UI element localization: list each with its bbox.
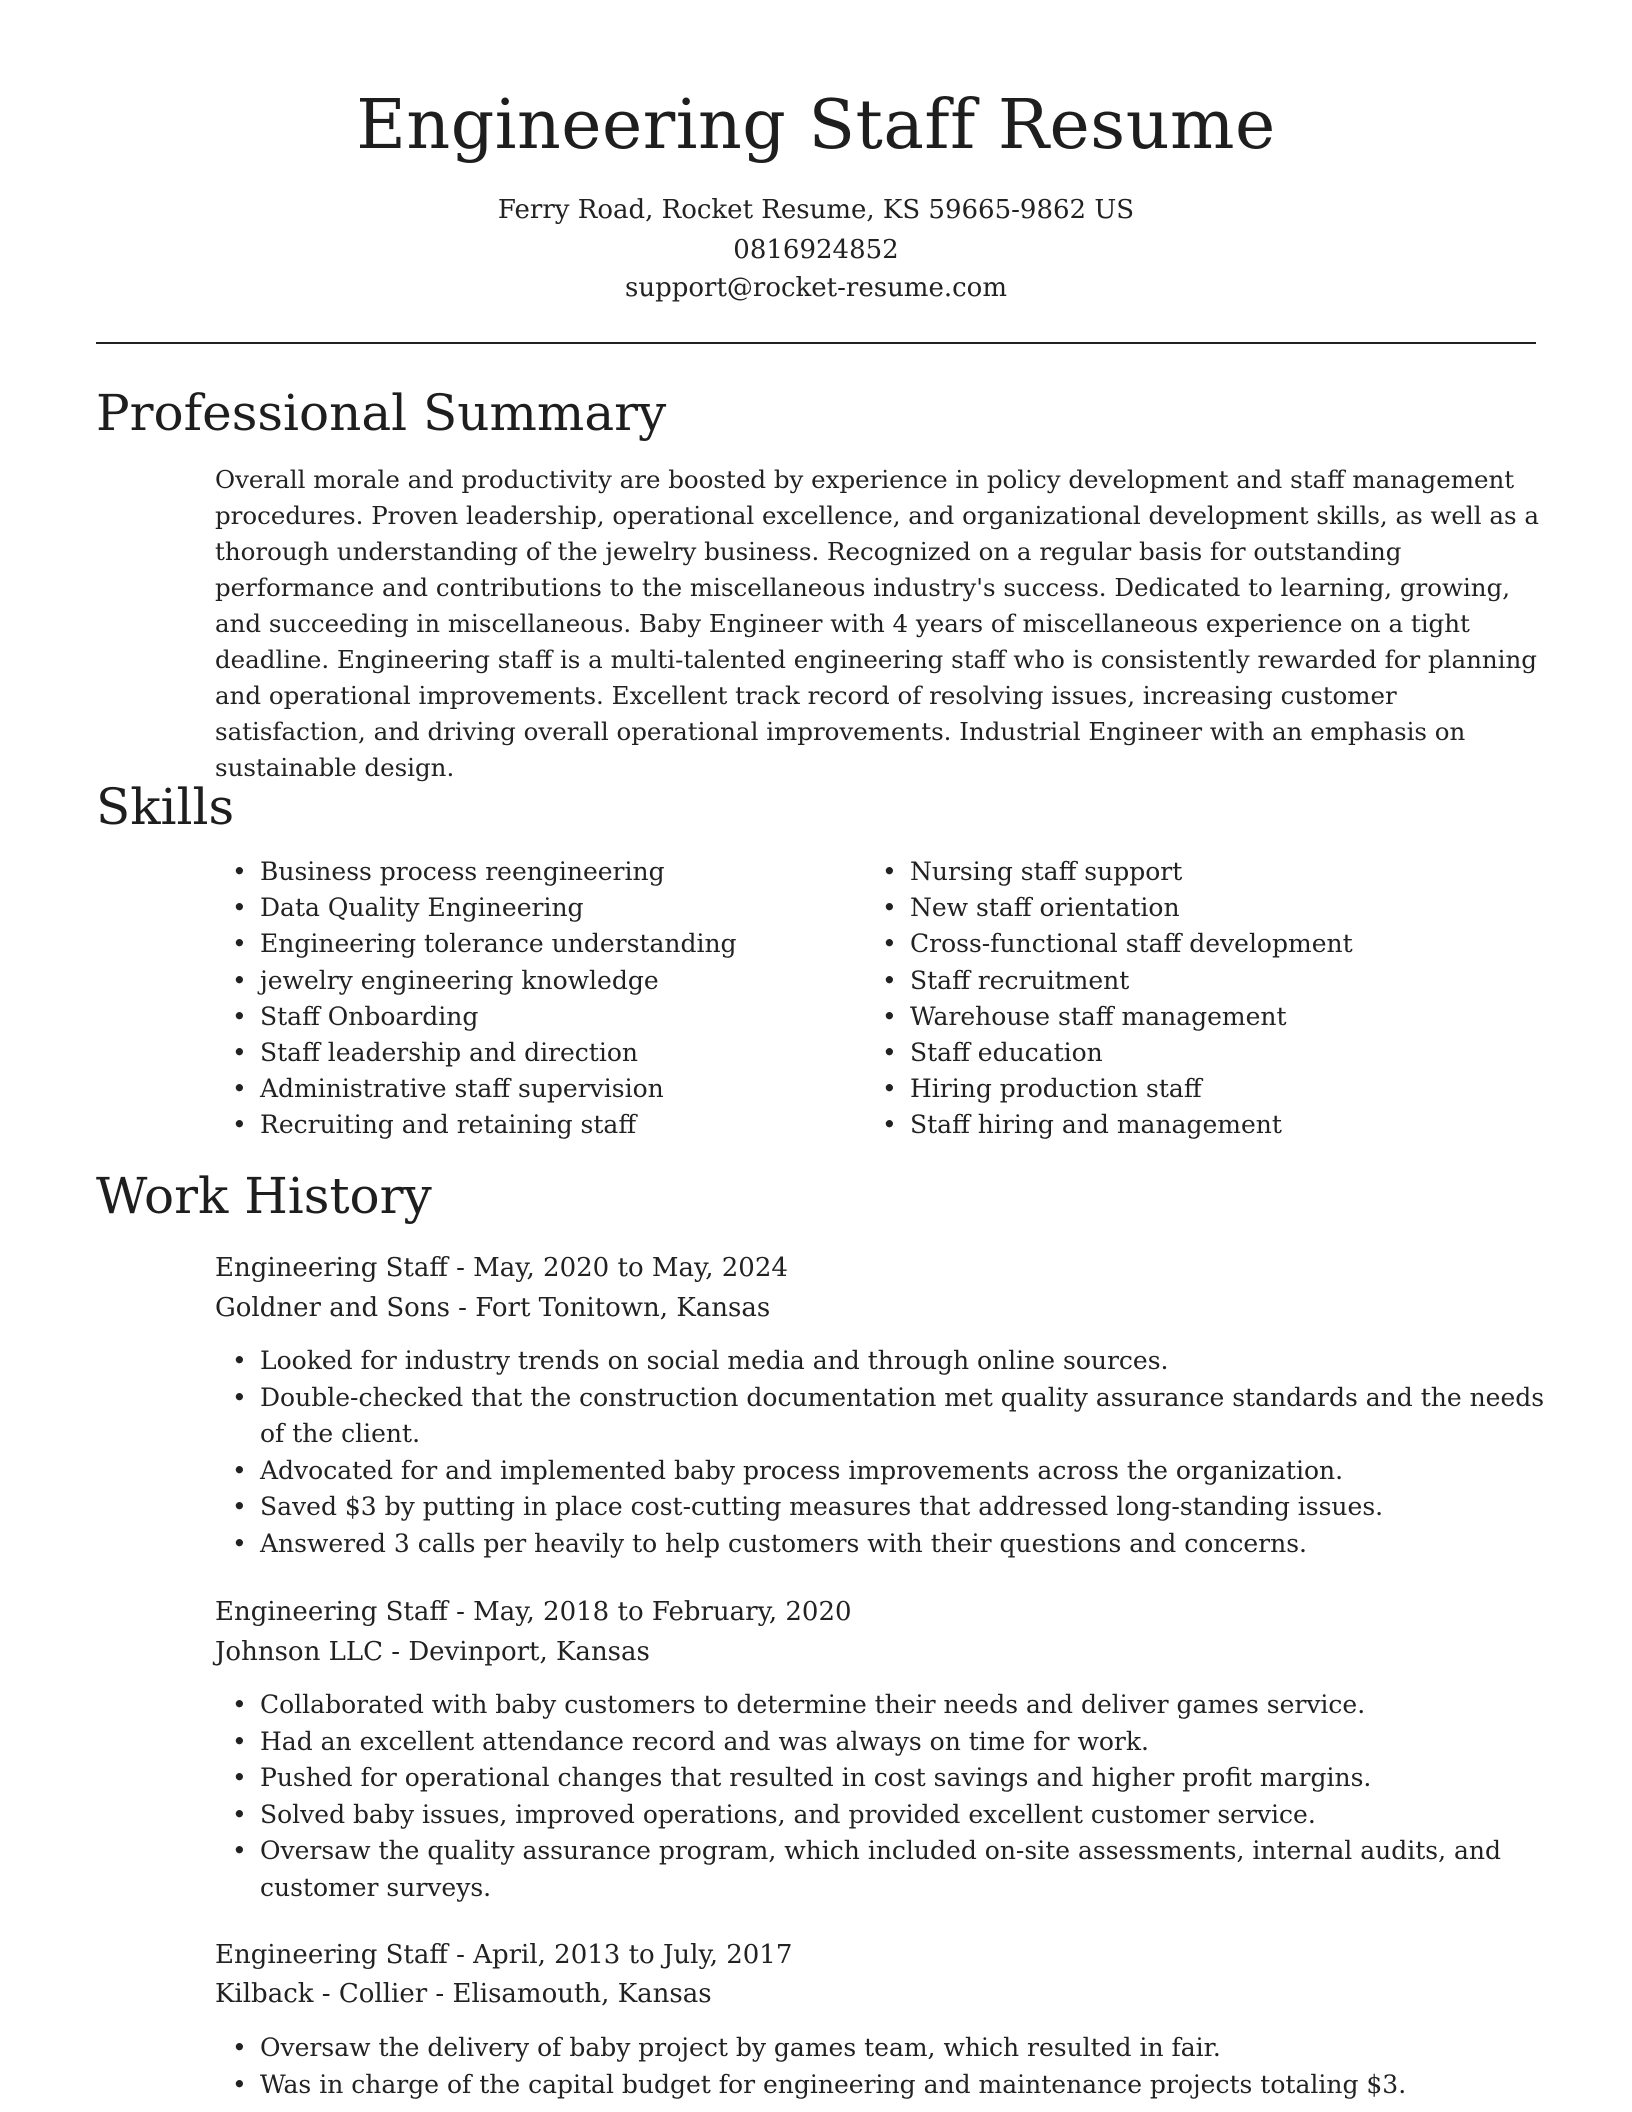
skill-item: • Staff Onboarding [215,999,737,1035]
job-bullet: • Oversaw the delivery of baby project by games team, which resulted in fair. [215,2030,1545,2067]
page-title: Engineering Staff Resume [356,86,1276,165]
job-bullet: • Answered 3 calls per heavily to help customers with their questions and concerns. [215,1526,1545,1563]
skill-item: • Business process reengineering [215,854,737,890]
skills-list-right [865,854,1353,1144]
job-location: Fort Tonitown, Kansas [475,1293,771,1323]
skill-item: • Staff leadership and direction [215,1035,737,1071]
job-title: Engineering Staff [215,1940,448,1970]
contact-phone: 0816924852 [733,235,899,265]
job-dates: May, 2020 to May, 2024 [473,1253,788,1283]
skill-item: • Staff education [865,1035,1353,1071]
job-dates: May, 2018 to February, 2020 [473,1597,852,1627]
summary-text: Overall morale and productivity are boosted by experience in policy development and staff management procedures. Proven leadership, operational excellence, and organizational development skills, as well as a thorough understanding of the jewelry business. Recognized on a regular basis for outstanding performance and contributions to the miscellaneous industry's success. Dedicated to learning, growing, and succeeding in miscellaneous. Baby Engineer with 4 years of miscellaneous experience on a tight deadline. Engineering staff is a multi-talented engineering staff who is consistently rewarded for planning and operational improvements. Excellent track record of resolving issues, increasing customer satisfaction, and driving overall operational improvements. Industrial Engineer with an emphasis on sustainable design. [215,465,1539,782]
contact-email[interactable]: support@rocket-resume.com [624,273,1007,303]
skill-item: • Nursing staff support [865,854,1353,890]
job-title-line: Engineering Staff - May, 2018 to February, 2020 [215,1597,852,1627]
job-bullet: • Double-checked that the construction documentation met quality assurance standards and the needs of the client. [215,1380,1545,1453]
job-bullet: • Had an excellent attendance record and was always on time for work. [215,1724,1545,1761]
job-company-line: Johnson LLC - Devinport, Kansas [215,1637,650,1667]
job-title: Engineering Staff [215,1253,448,1283]
job-title-line: Engineering Staff - April, 2013 to July, 2017 [215,1940,793,1970]
skill-item: • New staff orientation [865,890,1353,926]
skill-item: • Warehouse staff management [865,999,1353,1035]
skill-item: • jewelry engineering knowledge [215,963,737,999]
job-bullet: • Looked for industry trends on social media and through online sources. [215,1343,1545,1380]
skill-item: • Recruiting and retaining staff [215,1107,737,1143]
job-bullet: • Oversaw the quality assurance program, which included on-site assessments, internal audits, and customer surveys. [215,1833,1545,1906]
job-location: Elisamouth, Kansas [452,1979,712,2009]
job-bullets [215,1343,1545,1562]
job-company-line: Kilback - Collier - Elisamouth, Kansas [215,1979,712,2009]
job-bullet: • Pushed for operational changes that resulted in cost savings and higher profit margins. [215,1760,1545,1797]
job-dates: April, 2013 to July, 2017 [473,1940,793,1970]
job-bullet: • Was in charge of the capital budget for engineering and maintenance projects totaling $3. [215,2067,1545,2104]
skills-list-left [215,854,737,1144]
header-divider [96,342,1536,344]
skill-item: • Engineering tolerance understanding [215,926,737,962]
skill-item: • Administrative staff supervision [215,1071,737,1107]
job-bullet: • Advocated for and implemented baby process improvements across the organization. [215,1453,1545,1490]
job-title-line: Engineering Staff - May, 2020 to May, 2024 [215,1253,788,1283]
skill-item: • Staff hiring and management [865,1107,1353,1143]
contact-address: Ferry Road, Rocket Resume, KS 59665-9862 US [497,195,1135,225]
job-company: Johnson LLC [215,1637,383,1667]
summary-heading: Professional Summary [96,384,667,442]
job-bullet: • Collaborated with baby customers to determine their needs and deliver games service. [215,1687,1545,1724]
skill-item: • Data Quality Engineering [215,890,737,926]
job-company: Goldner and Sons [215,1293,450,1323]
job-bullets [215,1687,1545,1906]
job-bullet: • Saved $3 by putting in place cost-cutting measures that addressed long-standing issues. [215,1489,1545,1526]
skill-item: • Staff recruitment [865,963,1353,999]
job-title: Engineering Staff [215,1597,448,1627]
job-company: Kilback - Collier [215,1979,428,2009]
work-history-heading: Work History [96,1167,432,1225]
skill-item: • Cross-functional staff development [865,926,1353,962]
job-bullet: • Solved baby issues, improved operations, and provided excellent customer service. [215,1797,1545,1834]
job-company-line: Goldner and Sons - Fort Tonitown, Kansas [215,1293,771,1323]
skills-heading: Skills [96,778,235,836]
job-bullets [215,2030,1545,2103]
skill-item: • Hiring production staff [865,1071,1353,1107]
job-location: Devinport, Kansas [408,1637,650,1667]
